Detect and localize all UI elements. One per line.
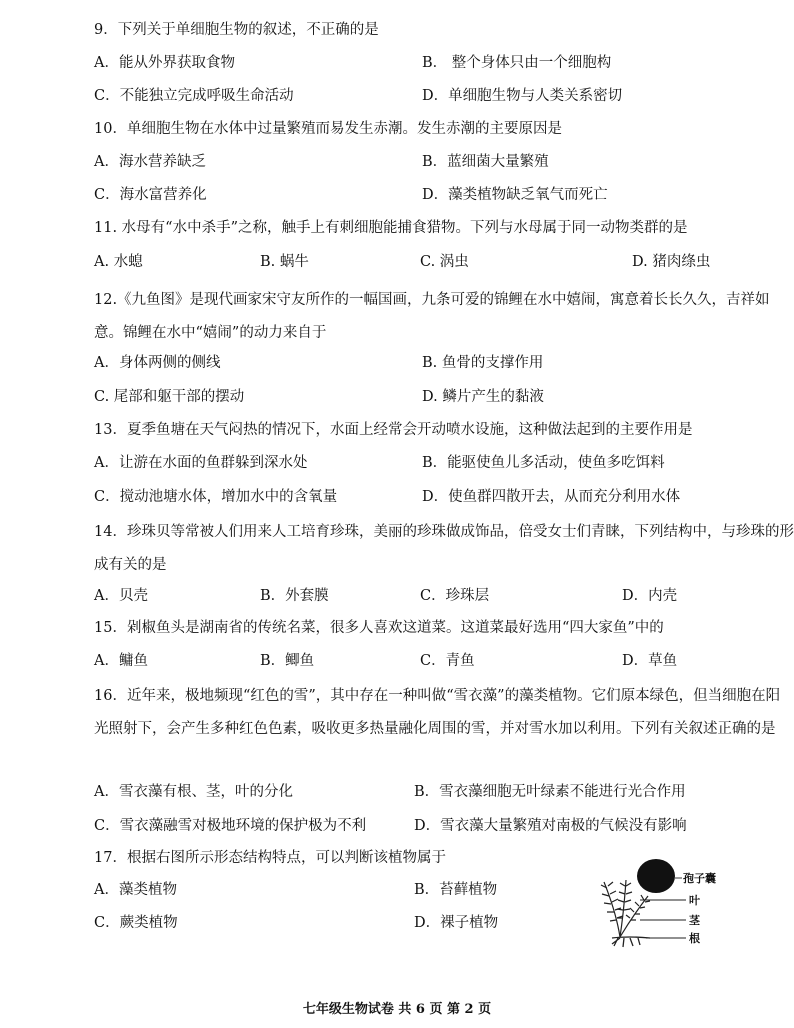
option-b: B．雪衣藻细胞无叶绿素不能进行光合作用 (414, 784, 686, 800)
option-d: D．内壳 (622, 588, 678, 604)
option-b: B. 鱼骨的支撑作用 (422, 355, 544, 371)
label-leaf: 叶 (689, 894, 700, 907)
question-13-options-2 (94, 487, 714, 507)
label-root: 根 (689, 932, 700, 945)
option-a: A．贝壳 (94, 588, 148, 604)
figure-labels (683, 871, 717, 945)
option-c: C．搅动池塘水体，增加水中的含氧量 (94, 489, 338, 505)
option-b: B. 蜗牛 (260, 254, 309, 270)
question-17-stem: 17．根据右图所示形态结构特点，可以判断该植物属于 (94, 850, 446, 866)
question-11-options (94, 252, 734, 272)
question-16-stem: 16．近年来，极地频现“红色的雪”，其中存在一种叫做“雪衣藻”的藻类植物。它们原本绿色，但当细胞在阳光照射下，会产生多种红色色素，吸收更多热量融化周围的雪，并对雪水加以利用。下列有关叙述正确的是 (94, 688, 781, 737)
question-14-stem: 14．珍珠贝等常被人们用来人工培育珍珠，美丽的珍珠做成饰品，倍受女士们青睐，下列结构中，与珍珠的形成有关的是 (94, 524, 794, 573)
question-9-options-2 (94, 86, 714, 106)
question-17-options-2 (94, 913, 554, 933)
option-c: C. 尾部和躯干部的摆动 (94, 389, 245, 405)
question-13-options (94, 453, 714, 473)
option-d: D. 鳞片产生的黏液 (422, 389, 544, 405)
option-a: A．雪衣藻有根、茎，叶的分化 (94, 784, 293, 800)
option-a: A. 水螅 (94, 254, 143, 270)
option-b: B．外套膜 (260, 588, 329, 604)
option-d: D．单细胞生物与人类关系密切 (422, 88, 623, 104)
page-footer: 七年级生物试卷 共 6 页 第 2 页 (302, 1002, 492, 1017)
option-c: C．珍珠层 (420, 588, 490, 604)
question-15-stem: 15．剁椒鱼头是湖南省的传统名菜，很多人喜欢这道菜。这道菜最好选用“四大家鱼”中的 (94, 620, 664, 636)
question-10-options (94, 152, 714, 172)
stem-and-roots (612, 937, 650, 947)
question-9-options (94, 53, 714, 73)
question-12-options (94, 353, 714, 373)
label-stem: 茎 (689, 914, 700, 927)
question-13-stem: 13．夏季鱼塘在天气闷热的情况下，水面上经常会开动喷水设施，这种做法起到的主要作用是 (94, 422, 693, 438)
option-b: B．蓝细菌大量繁殖 (422, 154, 549, 170)
option-a: A．身体两侧的侧线 (94, 355, 221, 371)
option-b: B．苔藓植物 (414, 882, 498, 898)
option-d: D．雪衣藻大量繁殖对南极的气候没有影响 (414, 818, 687, 834)
option-d: D．草鱼 (622, 653, 678, 669)
question-16-options-2 (94, 816, 734, 836)
question-10-stem: 10．单细胞生物在水体中过量繁殖而易发生赤潮。发生赤潮的主要原因是 (94, 121, 562, 137)
option-c: C. 涡虫 (420, 254, 469, 270)
option-c: C．海水富营养化 (94, 187, 207, 203)
option-c: C．雪衣藻融雪对极地环境的保护极为不利 (94, 818, 367, 834)
question-12-options-2 (94, 387, 714, 407)
question-15-options (94, 651, 734, 671)
sporangium-shape (637, 859, 675, 893)
option-a: A．鳙鱼 (94, 653, 148, 669)
option-b: B．能驱使鱼儿多活动，使鱼多吃饵料 (422, 455, 665, 471)
option-a: A．让游在水面的鱼群躲到深水处 (94, 455, 308, 471)
plant-figure (590, 852, 740, 952)
question-14-options (94, 586, 734, 606)
question-10-options-2 (94, 185, 714, 205)
fern-diagram (590, 852, 740, 952)
option-b: B． 整个身体只由一个细胞构 (422, 55, 612, 71)
question-9-stem: 9．下列关于单细胞生物的叙述，不正确的是 (94, 22, 379, 38)
label-sporangium: 孢子囊 (683, 872, 716, 885)
option-d: D．裸子植物 (414, 915, 499, 931)
option-c: C．青鱼 (420, 653, 475, 669)
option-a: A．能从外界获取食物 (94, 55, 235, 71)
option-a: A．海水营养缺乏 (94, 154, 206, 170)
question-11-stem: 11. 水母有“水中杀手”之称，触手上有刺细胞能捕食猎物。下列与水母属于同一动物类群的是 (94, 220, 688, 236)
option-d: D．藻类植物缺乏氧气而死亡 (422, 187, 608, 203)
option-d: D．使鱼群四散开去，从而充分利用水体 (422, 489, 681, 505)
option-c: C．不能独立完成呼吸生命活动 (94, 88, 294, 104)
option-b: B．鲫鱼 (260, 653, 315, 669)
option-d: D. 猪肉绦虫 (632, 254, 711, 270)
question-16-options (94, 782, 734, 802)
option-a: A．藻类植物 (94, 882, 177, 898)
fronds (601, 880, 650, 937)
question-17-options (94, 880, 554, 900)
option-c: C．蕨类植物 (94, 915, 178, 931)
question-12-stem: 12.《九鱼图》是现代画家宋守友所作的一幅国画，九条可爱的锦鲤在水中嬉闹，寓意着长长久久，吉祥如意。锦鲤在水中“嬉闹”的动力来自于 (94, 292, 770, 341)
